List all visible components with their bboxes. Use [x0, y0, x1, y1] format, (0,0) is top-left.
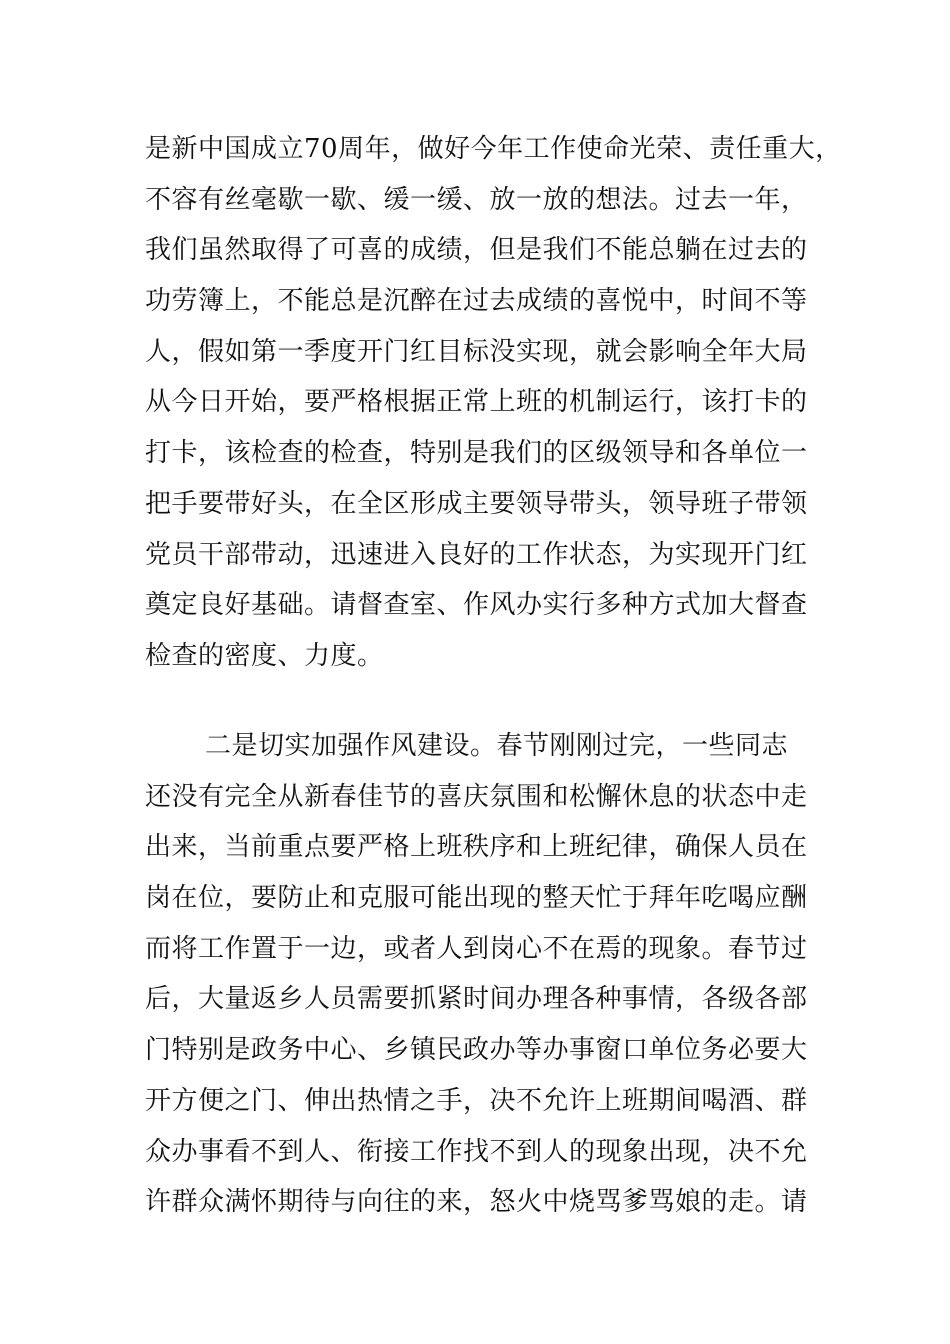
text-line: 检查的密度、力度。 — [145, 640, 384, 671]
text-line: 岗在位，要防止和克服可能出现的整天忙于拜年吃喝应酬 — [145, 883, 808, 914]
text-line: 出来，当前重点要严格上班秩序和上班纪律，确保人员在 — [145, 832, 808, 863]
text-line: 而将工作置于一边，或者人到岗心不在焉的现象。春节过 — [145, 933, 808, 964]
text-line: 奠定良好基础。请督查室、作风办实行多种方式加大督查 — [145, 590, 808, 621]
text-line: 我们虽然取得了可喜的成绩，但是我们不能总躺在过去的 — [145, 235, 808, 266]
text-line: 还没有完全从新春佳节的喜庆氛围和松懈休息的状态中走 — [145, 781, 808, 812]
text-line: 是新中国成立70周年，做好今年工作使命光荣、责任重大， — [145, 134, 842, 164]
text-line: 打卡，该检查的检查，特别是我们的区级领导和各单位一 — [145, 438, 808, 469]
paragraph-1 — [145, 124, 842, 682]
text-line: 众办事看不到人、衔接工作找不到人的现象出现，决不允 — [145, 1136, 808, 1167]
paragraph-2 — [145, 721, 825, 1228]
text-line: 人，假如第一季度开门红目标没实现，就会影响全年大局 — [145, 336, 808, 367]
text-line: 后，大量返乡人员需要抓紧时间办理各种事情，各级各部 — [145, 984, 808, 1015]
text-line: 不容有丝毫歇一歇、缓一缓、放一放的想法。过去一年， — [145, 184, 808, 215]
text-line: 许群众满怀期待与向往的来，怒火中烧骂爹骂娘的走。请 — [145, 1187, 808, 1218]
text-line: 党员干部带动，迅速进入良好的工作状态，为实现开门红 — [145, 539, 808, 570]
text-line-indented: 二是切实加强作风建设。春节刚刚过完，一些同志 — [205, 731, 789, 761]
text-line: 从今日开始，要严格根据正常上班的机制运行，该打卡的 — [145, 387, 808, 418]
text-line: 功劳簿上，不能总是沉醉在过去成绩的喜悦中，时间不等 — [145, 286, 808, 317]
text-line: 开方便之门、伸出热情之手，决不允许上班期间喝酒、群 — [145, 1085, 808, 1116]
text-line: 把手要带好头，在全区形成主要领导带头，领导班子带领 — [145, 488, 808, 519]
text-line: 门特别是政务中心、乡镇民政办等办事窗口单位务必要大 — [145, 1035, 808, 1066]
